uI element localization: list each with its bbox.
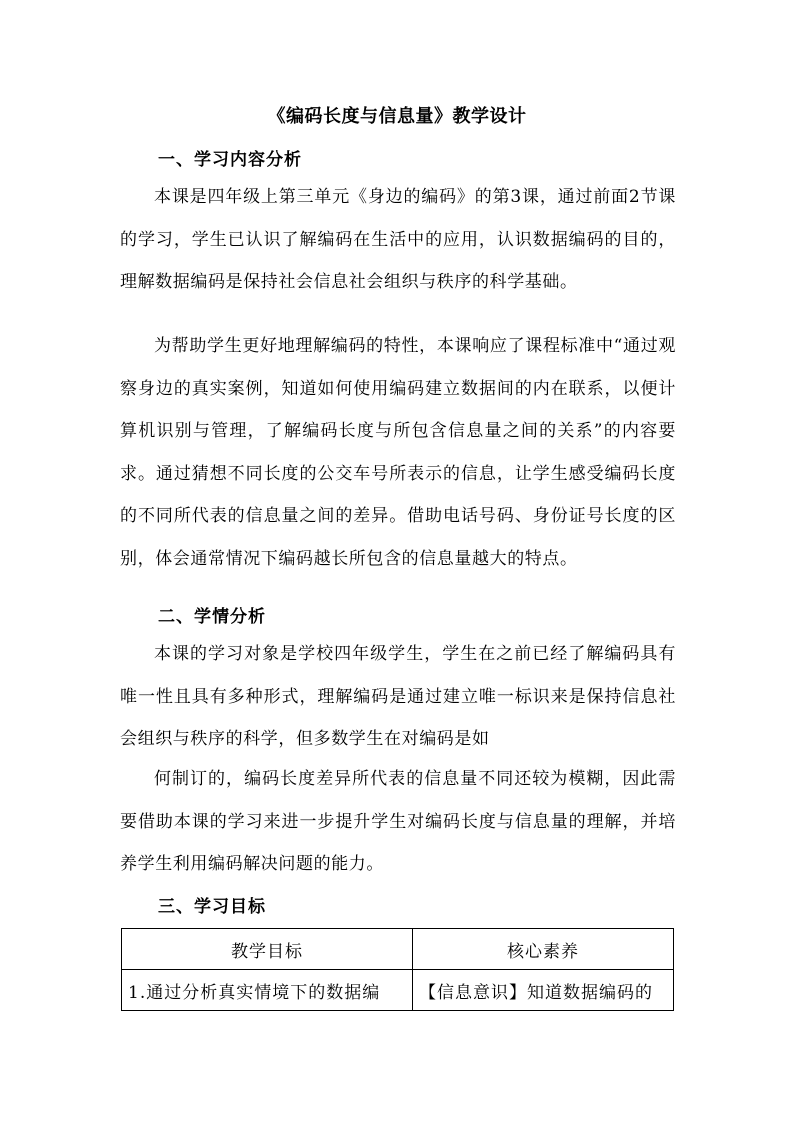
table-row [122,970,674,1011]
table-header-cell: 教学目标 [122,929,413,970]
paragraph-content-analysis-1: 本课是四年级上第三单元《身边的编码》的第3课，通过前面2节课的学习，学生已认识了解编码在生活中的应用，认识数据编码的目的，理解数据编码是保持社会信息社会组织与秩序的科学基础。 [120,187,676,292]
document-title: 《编码长度与信息量》教学设计 [267,106,527,127]
paragraph-content-analysis-2: 为帮助学生更好地理解编码的特性，本课响应了课程标准中“通过观察身边的真实案例，知道如何使用编码建立数据间的内在联系，以便计算机识别与管理，了解编码长度与所包含信息量之间的关系”的内容要求。通过猜想不同长度的公交车号所表示的信息，让学生感受编码长度的不同所代表的信息量之间的差异。借助电话号码、身份证号长度的区别，体会通常情况下编码越长所包含的信息量越大的特点。 [120,336,676,569]
learning-goals-table [121,928,674,1011]
table-cell: 1.通过分析真实情境下的数据编 [122,970,413,1011]
table-cell: 【信息意识】知道数据编码的 [413,970,674,1011]
paragraph-learner-analysis-1: 本课的学习对象是学校四年级学生，学生在之前已经了解编码具有唯一性且具有多种形式，理解编码是通过建立唯一标识来是保持信息社会组织与秩序的科学，但多数学生在对编码是如 [120,644,676,749]
section-heading-content-analysis: 一、学习内容分析 [158,150,302,170]
section-heading-learner-analysis: 二、学情分析 [158,607,266,627]
paragraph-learner-analysis-2: 何制订的，编码长度差异所代表的信息量不同还较为模糊，因此需要借助本课的学习来进一步提升学生对编码长度与信息量的理解，并培养学生利用编码解决问题的能力。 [120,769,676,874]
section-heading-learning-goals: 三、学习目标 [158,897,266,917]
table-header-cell: 核心素养 [413,929,674,970]
table-header-row [122,929,674,970]
